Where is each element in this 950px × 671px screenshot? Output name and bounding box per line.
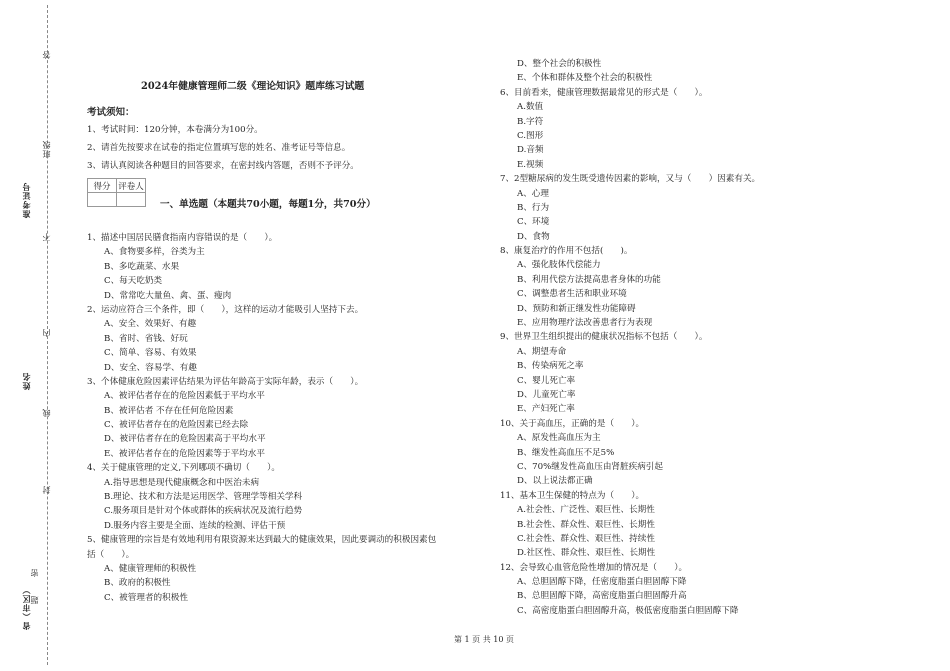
- answer-option: D、安全、容易学、有趣: [104, 362, 197, 373]
- answer-option: A.指导思想是现代健康概念和中医治未病: [104, 477, 260, 488]
- question-stem: 8、康复治疗的作用不包括( )。: [500, 246, 633, 257]
- answer-option: C、每天吃奶类: [104, 276, 163, 287]
- answer-option: C.社会性、群众性、艰巨性、持续性: [517, 533, 655, 544]
- answer-option: B、被评估者 不存在任何危险因素: [104, 405, 234, 416]
- question-stem: 11、基本卫生保健的特点为（ ）。: [500, 490, 645, 501]
- section-title: 一、单选题（本题共70小题，每题1分，共70分）: [160, 199, 376, 210]
- answer-option: C.图形: [517, 130, 544, 141]
- question-stem: 1、描述中国居民膳食指南内容错误的是（ ）。: [87, 233, 278, 243]
- answer-option: B、总胆固醇下降，高密度脂蛋白胆固醇升高: [517, 591, 687, 602]
- answer-option: D.社区性、群众性、艰巨性、长期性: [517, 548, 656, 559]
- answer-option: A.数值: [517, 102, 544, 113]
- grader-cell: [117, 193, 146, 207]
- question-stem: 7、2型糖尿病的发生既受遗传因素的影响，又与（ ）因素有关。: [500, 174, 761, 185]
- ticket-number-label: 准考证号: [21, 182, 31, 218]
- answer-option: B.字符: [517, 116, 544, 127]
- notice-item: 2、请首先按要求在试卷的指定位置填写您的姓名、准考证号等信息。: [87, 143, 351, 153]
- answer-option: B、政府的积极性: [104, 578, 171, 589]
- question-stem: 12、会导致心血管危险性增加的情况是（ ）。: [500, 562, 688, 573]
- answer-option: C、简单、容易、有效果: [104, 348, 197, 359]
- question-stem: 3、个体健康危险因素评估结果为评估年龄高于实际年龄，表示（ ）。: [87, 376, 364, 387]
- answer-option: C.服务项目是针对个体或群体的疾病状况及流行趋势: [104, 506, 303, 517]
- answer-option: D、预防和新正继发性功能障碍: [517, 303, 636, 314]
- question-stem: 5、健康管理的宗旨是有效地利用有限资源来达到最大的健康效果，因此要调动的积极因素包: [87, 535, 437, 546]
- answer-option: E、产妇死亡率: [517, 404, 575, 415]
- notice-item: 3、请认真阅读各种题目的回答要求，在密封线内答题，否则不予评分。: [87, 161, 359, 171]
- score-cell: [88, 193, 117, 207]
- region-label: 省（市区）: [21, 585, 31, 630]
- score-box: [87, 178, 146, 207]
- answer-option: D.服务内容主要是全面、连续的检测、评估干预: [104, 520, 286, 531]
- binding-mark-seal: 封: [42, 485, 51, 494]
- answer-option: A、期望寿命: [517, 346, 567, 357]
- answer-option: D、常常吃大量鱼、禽、蛋、瘦肉: [104, 290, 232, 301]
- answer-option: C、调整患者生活和职业环境: [517, 289, 627, 300]
- answer-option: C、婴儿死亡率: [517, 375, 576, 386]
- answer-option: B、多吃蔬菜、水果: [104, 261, 180, 272]
- answer-option: C、70%继发性高血压由肾脏疾病引起: [517, 461, 663, 472]
- binding-mark-class: 班级: [42, 140, 51, 158]
- score-label: 得分: [88, 179, 117, 193]
- answer-option: B、省时、省钱、好玩: [104, 333, 188, 344]
- binding-mark-line: 线: [42, 408, 51, 417]
- answer-option: A、安全、效果好、有趣: [104, 319, 197, 330]
- question-stem: 4、关于健康管理的定义,下列哪项不确切（ ）。: [87, 463, 280, 474]
- answer-option: B、行为: [517, 202, 550, 213]
- left-question-column: [87, 231, 436, 605]
- answer-option: A、健康管理师的积极性: [104, 563, 197, 574]
- answer-option: D.音频: [517, 145, 544, 156]
- binding-mark-answer: 答: [42, 50, 51, 59]
- question-stem: 6、目前看来，健康管理数据最常见的形式是（ ）。: [500, 87, 708, 98]
- answer-option: E.视频: [517, 159, 544, 170]
- name-label: 姓名: [21, 372, 31, 390]
- question-stem: 2、运动应符合三个条件，即（ ），这样的运动才能吸引人坚持下去。: [87, 304, 364, 315]
- answer-option: B.理论、技术和方法是运用医学、管理学等相关学科: [104, 492, 303, 503]
- answer-option: A、心理: [517, 188, 549, 199]
- answer-option: D、整个社会的积极性: [517, 59, 602, 69]
- answer-option: E、被评估者存在的危险因素等于平均水平: [104, 448, 265, 459]
- notice-item: 1、考试时间：120分钟，本卷满分为100分。: [87, 125, 263, 135]
- answer-option: D、食物: [517, 231, 550, 242]
- binding-mark-question: 题: [30, 595, 39, 604]
- answer-option: C、被管理者的积极性: [104, 592, 188, 603]
- answer-option: A.社会性、广泛性、艰巨性、长期性: [517, 505, 655, 516]
- notice-heading: 考试须知：: [87, 107, 135, 118]
- question-stem: 括（ ）。: [87, 549, 135, 560]
- answer-option: A、原发性高血压为主: [517, 433, 601, 444]
- answer-option: A、食物要多样，谷类为主: [104, 247, 205, 258]
- grader-label: 评卷人: [117, 179, 146, 193]
- page-footer: 第 1 页 共 10 页: [454, 635, 514, 644]
- answer-option: E、个体和群体及整个社会的积极性: [517, 73, 653, 84]
- answer-option: D、被评估者存在的危险因素高于平均水平: [104, 434, 266, 445]
- answer-option: A、总胆固醇下降，任密度脂蛋白胆固醇下降: [517, 577, 687, 588]
- answer-option: E、应用物理疗法改善患者行为表现: [517, 318, 653, 329]
- binding-mark-inner: 内: [42, 328, 51, 337]
- binding-mark-no: 不: [42, 232, 51, 241]
- exam-title: 2024年健康管理师二级《理论知识》题库练习试题: [141, 81, 365, 92]
- answer-option: D、儿童死亡率: [517, 389, 576, 400]
- answer-option: B、传染病死之率: [517, 361, 584, 372]
- answer-option: D、以上说法都正确: [517, 476, 593, 487]
- answer-option: B.社会性、群众性、艰巨性、长期性: [517, 519, 655, 530]
- answer-option: A、被评估者存在的危险因素低于平均水平: [104, 391, 265, 402]
- answer-option: B、利用代偿方法提高患者身体的功能: [517, 274, 661, 285]
- right-question-column: [500, 57, 760, 618]
- answer-option: C、高密度脂蛋白胆固醇升高，极低密度脂蛋白胆固醇下降: [517, 605, 739, 616]
- answer-option: C、被评估者存在的危险因素已经去除: [104, 420, 249, 431]
- answer-option: A、强化肢体代偿能力: [517, 260, 601, 271]
- binding-mark-secret: 密: [30, 568, 39, 577]
- answer-option: C、环境: [517, 217, 550, 228]
- answer-option: B、继发性高血压不足5%: [517, 447, 615, 458]
- question-stem: 10、关于高血压，正确的是（ ）。: [500, 418, 645, 429]
- question-stem: 9、世界卫生组织提出的健康状况指标不包括（ ）。: [500, 332, 708, 343]
